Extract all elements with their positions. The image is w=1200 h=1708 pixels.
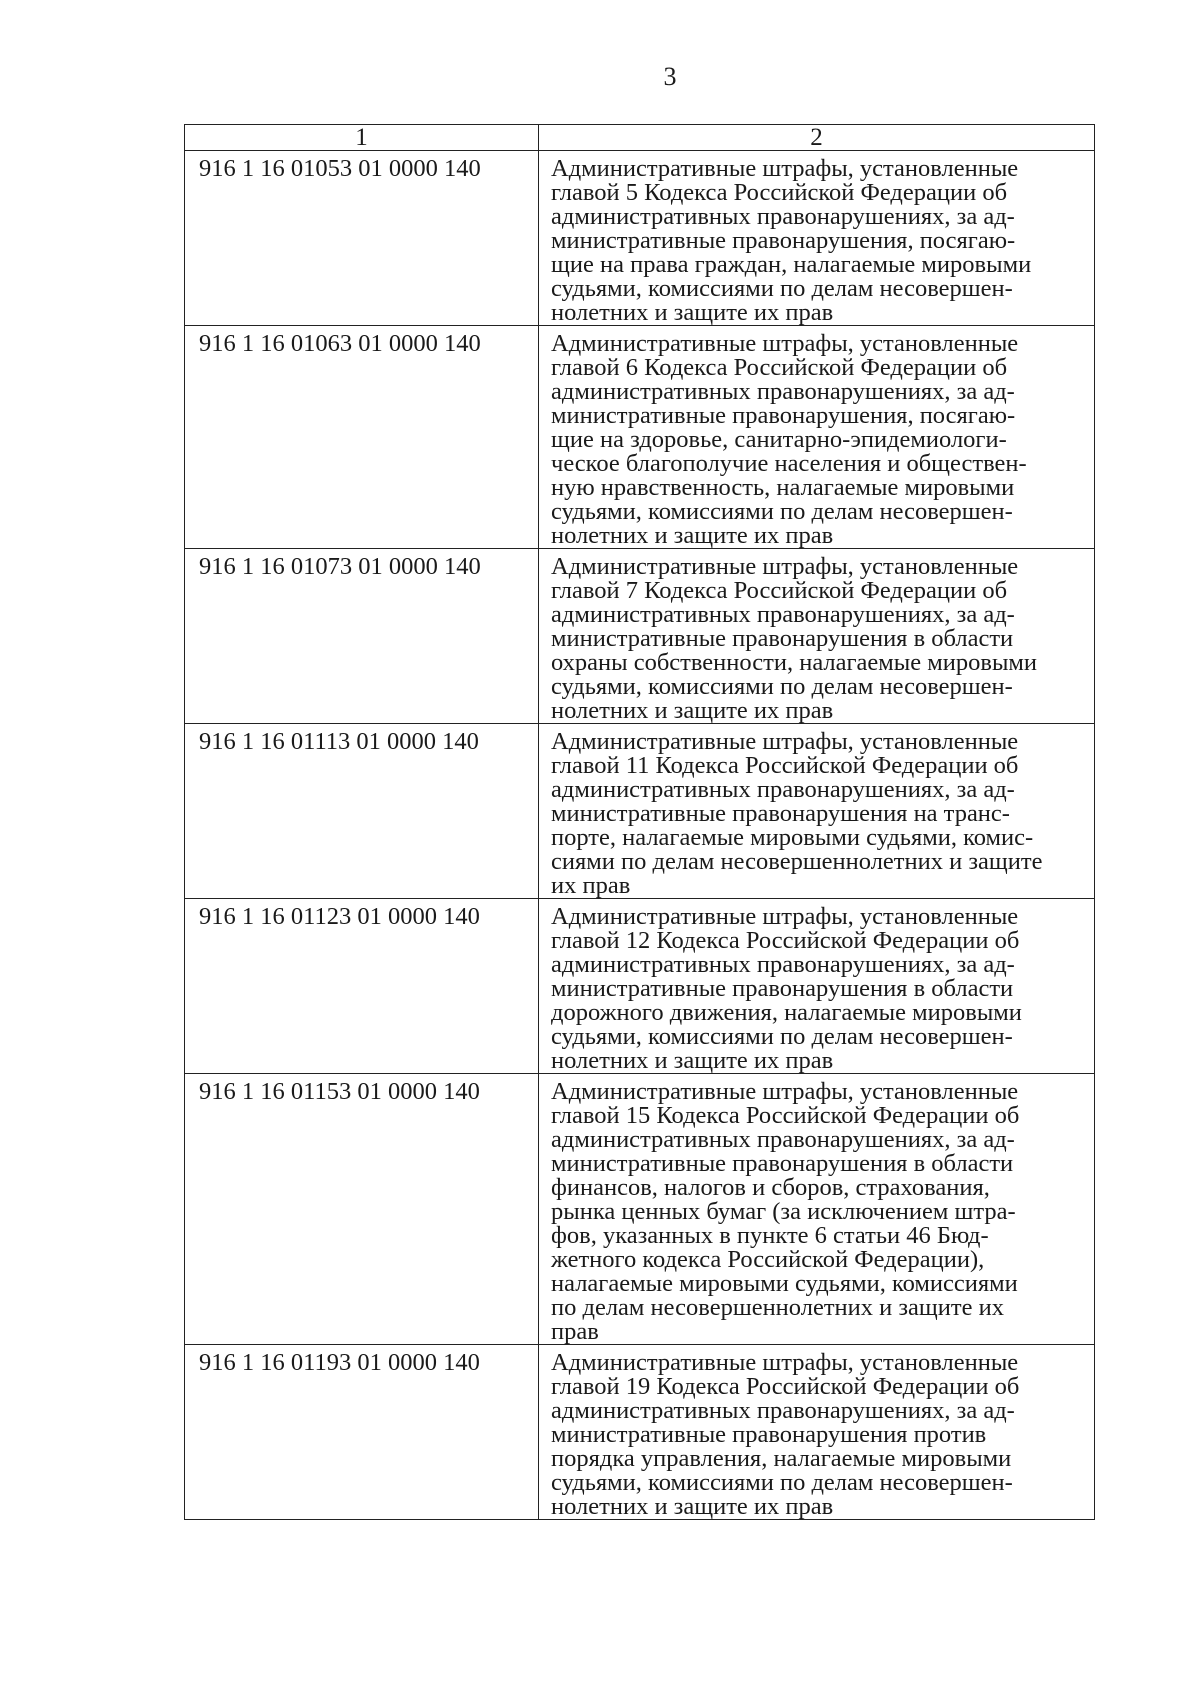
description-line: административных правонарушениях, за ад- [551,1397,1015,1424]
description-line: прав [551,1318,599,1345]
budget-code-cell: 916 1 16 01053 01 0000 140 [185,151,539,326]
description-line: судьями, комиссиями по делам несовершен- [551,673,1013,700]
budget-code-cell: 916 1 16 01073 01 0000 140 [185,549,539,724]
description-line: щие на здоровье, санитарно-эпидемиологи- [551,426,1007,453]
description-cell [539,1074,1095,1345]
description-line: их прав [551,872,631,899]
description-line: административных правонарушениях, за ад- [551,378,1015,405]
description-line: главой 15 Кодекса Российской Федерации об [551,1102,1020,1129]
description-line: административных правонарушениях, за ад- [551,601,1015,628]
budget-code-cell: 916 1 16 01153 01 0000 140 [185,1074,539,1345]
description-cell [539,326,1095,549]
description-line: министративные правонарушения, посягаю- [551,402,1016,429]
description-line: рынка ценных бумаг (за исключением штра- [551,1198,1016,1225]
description-line: административных правонарушениях, за ад- [551,1126,1015,1153]
description-line: судьями, комиссиями по делам несовершен- [551,275,1013,302]
description-line: главой 12 Кодекса Российской Федерации об [551,927,1020,954]
budget-code-cell: 916 1 16 01123 01 0000 140 [185,899,539,1074]
description-line: главой 7 Кодекса Российской Федерации об [551,577,1008,604]
description-line: налагаемые мировыми судьями, комиссиями [551,1270,1018,1297]
table-header-row [185,125,1095,151]
table-row [185,1074,1095,1345]
table-row [185,549,1095,724]
description-line: судьями, комиссиями по делам несовершен- [551,1469,1013,1496]
description-line: главой 5 Кодекса Российской Федерации об [551,179,1008,206]
description-line: министративные правонарушения в области [551,975,1014,1002]
table-row [185,899,1095,1074]
description-line: главой 11 Кодекса Российской Федерации об [551,752,1019,779]
table-row [185,1345,1095,1520]
description-cell [539,151,1095,326]
description-line: министративные правонарушения в области [551,625,1014,652]
description-line: порядка управления, налагаемые мировыми [551,1445,1012,1472]
description-line: нолетних и защите их прав [551,1047,834,1074]
table-row [185,724,1095,899]
description-line: порте, налагаемые мировыми судьями, комис- [551,824,1034,851]
description-line: Административные штрафы, установленные [551,903,1019,930]
description-line: ную нравственность, налагаемые мировыми [551,474,1015,501]
description-line: министративные правонарушения против [551,1421,987,1448]
description-line: административных правонарушениях, за ад- [551,951,1015,978]
description-line: судьями, комиссиями по делам несовершен- [551,498,1013,525]
description-cell [539,899,1095,1074]
description-line: нолетних и защите их прав [551,1493,834,1520]
description-line: административных правонарушениях, за ад- [551,776,1015,803]
description-line: Административные штрафы, установленные [551,1078,1019,1105]
page-number: 3 [663,62,677,91]
description-cell [539,724,1095,899]
description-line: нолетних и защите их прав [551,299,834,326]
description-line: судьями, комиссиями по делам несовершен- [551,1023,1013,1050]
budget-code-cell: 916 1 16 01193 01 0000 140 [185,1345,539,1520]
description-line: Административные штрафы, установленные [551,728,1019,755]
description-line: главой 19 Кодекса Российской Федерации об [551,1373,1020,1400]
description-line: сиями по делам несовершеннолетних и защите [551,848,1043,875]
description-line: дорожного движения, налагаемые мировыми [551,999,1022,1026]
description-line: министративные правонарушения на транс- [551,800,1010,827]
budget-code-cell: 916 1 16 01063 01 0000 140 [185,326,539,549]
description-line: ческое благополучие населения и обществен- [551,450,1027,477]
description-line: Административные штрафы, установленные [551,155,1019,182]
budget-code-cell: 916 1 16 01113 01 0000 140 [185,724,539,899]
table-row [185,326,1095,549]
description-line: жетного кодекса Российской Федерации), [551,1246,985,1273]
budget-codes-table [184,124,1095,1520]
column-header-2: 2 [539,125,1095,151]
description-line: охраны собственности, налагаемые мировыми [551,649,1038,676]
description-line: министративные правонарушения в области [551,1150,1014,1177]
description-line: по делам несовершеннолетних и защите их [551,1294,1004,1321]
description-cell [539,549,1095,724]
table-row [185,151,1095,326]
description-line: Административные штрафы, установленные [551,330,1019,357]
description-cell [539,1345,1095,1520]
description-line: Административные штрафы, установленные [551,1349,1019,1376]
column-header-1: 1 [185,125,539,151]
description-line: Административные штрафы, установленные [551,553,1019,580]
description-line: главой 6 Кодекса Российской Федерации об [551,354,1008,381]
description-line: фов, указанных в пункте 6 статьи 46 Бюд- [551,1222,989,1249]
description-line: нолетних и защите их прав [551,697,834,724]
description-line: административных правонарушениях, за ад- [551,203,1015,230]
description-line: щие на права граждан, налагаемые мировыми [551,251,1032,278]
description-line: финансов, налогов и сборов, страхования, [551,1174,990,1201]
description-line: министративные правонарушения, посягаю- [551,227,1016,254]
description-line: нолетних и защите их прав [551,522,834,549]
